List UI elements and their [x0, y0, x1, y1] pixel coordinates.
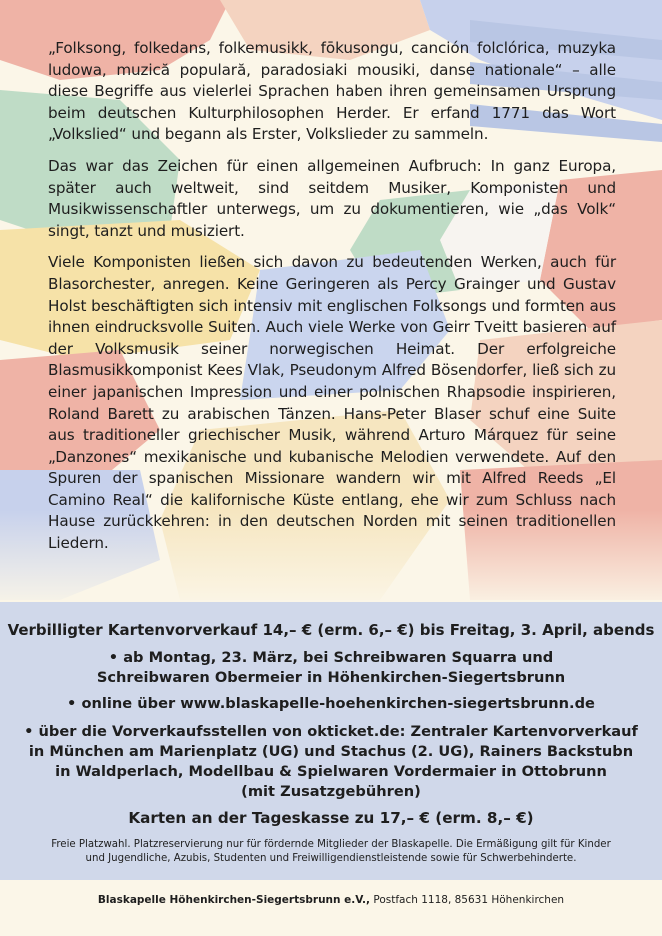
- presale-shops: [0, 648, 662, 688]
- presale-online: [0, 694, 662, 714]
- footer-address: Postfach 1118, 85631 Höhenkirchen: [373, 894, 565, 906]
- footer: [0, 894, 662, 906]
- presale-shops-line-1: • ab Montag, 23. März, bei Schreibwaren Squarra und: [108, 649, 554, 666]
- intro-paragraph-3: Viele Komponisten ließen sich davon zu bedeutenden Werken, auch für Blasorchester, anregen. Keine Geringeren als Percy Grainger und Gustav Holst beschäftigten sich intensiv mit englischen Folksongs und formten aus ihnen eindrucksvolle Suiten. Auch viele Werke von Geirr Tveitt basieren auf der Volksmusik seiner norwegischen Heimat. Der erfolgreiche Blasmusikkomponist Kees Vlak, Pseudonym Alfred Bösendorfer, ließ sich zu einer japanischen Impression und einer polnischen Rhapsodie inspirieren, Roland Barett zu arabischen Tänzen. Hans-Peter Blaser schuf eine Suite aus traditioneller griechischer Musik, während Arturo Márquez für seine „Danzones“ mexikanische und kubanische Melodien verwendete. Auf den Spuren der spanischen Missionare wandern wir mit Alfred Reeds „El Camino Real“ die kalifornische Küste entlang, ehe wir zum Schluss nach Hause zurückkehren: in den deutschen Norden mit seinen traditionellen Liedern.: [48, 253, 616, 553]
- intro-paragraph-2: Das war das Zeichen für einen allgemeinen Aufbruch: In ganz Europa, später auch weltweit, sind seitdem Musiker, Komponisten und Musikwissenschaftler unterwegs, um zu dokumentieren, wie „das Volk“ singt, tanzt und musiziert.: [48, 156, 616, 240]
- presale-online-line: • online über www.blaskapelle-hoehenkirchen-siegertsbrunn.de: [67, 695, 595, 712]
- fine-print-line-2: und Jugendliche, Azubis, Studenten und Freiwilligendienstleistende sowie für Schwerbehinderte.: [85, 853, 577, 864]
- day-ticket-price: Karten an der Tageskasse zu 17,– € (erm. 8,– €): [128, 809, 534, 827]
- presale-okticket-line-1: • über die Vorverkaufsstellen von okticket.de: Zentraler Kartenvorverkauf: [24, 723, 638, 740]
- fine-print-line-1: Freie Platzwahl. Platzreservierung nur für fördernde Mitglieder der Blaskapelle. Die Ermäßigung gilt für Kinder: [51, 839, 611, 850]
- presale-okticket: [0, 722, 662, 802]
- presale-okticket-line-2: in München am Marienplatz (UG) und Stachus (2. UG), Rainers Backstubn: [28, 743, 634, 760]
- fine-print: [40, 838, 622, 866]
- presale-okticket-line-3: in Waldperlach, Modellbau & Spielwaren Vordermaier in Ottobrunn: [55, 763, 607, 780]
- footer-org: Blaskapelle Höhenkirchen-Siegertsbrunn e.V.,: [97, 894, 371, 906]
- intro-text: [48, 38, 616, 565]
- ticket-headline: Verbilligter Kartenvorverkauf 14,– € (erm. 6,– €) bis Freitag, 3. April, abends: [7, 621, 655, 639]
- intro-paragraph-1: „Folksong, folkedans, folkemusikk, fōkusongu, canción folclórica, muzyka ludowa, muzică populară, paradosiaki mousiki, danse nationale“ – alle diese Begriffe aus vielerlei Sprachen haben ihren gemeinsamen Ursprung beim deutschen Kulturphilosophen Herder. Er erfand 1771 das Wort „Volkslied“ und begann als Erster, Volkslieder zu sammeln.: [48, 39, 616, 144]
- presale-shops-line-2: Schreibwaren Obermeier in Höhenkirchen-Siegertsbrunn: [96, 669, 566, 686]
- ticket-info-panel: [0, 602, 662, 880]
- presale-okticket-line-4: (mit Zusatzgebühren): [241, 783, 421, 800]
